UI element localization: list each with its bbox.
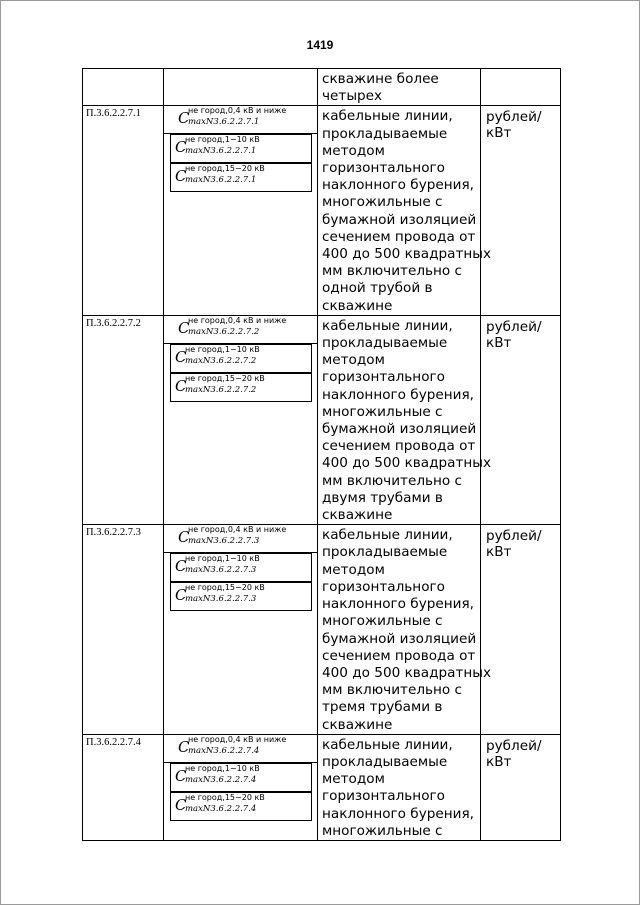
description-line: методом	[322, 561, 385, 578]
formula-subscript: maxN3.6.2.2.7.3	[188, 536, 260, 547]
formula-box	[164, 106, 317, 134]
description-line: кабельные линии,	[322, 317, 453, 334]
unit-label: рублей/кВт	[486, 737, 542, 770]
description-line: бумажной изоляцией	[322, 630, 477, 647]
description-line: горизонтального	[322, 788, 445, 805]
description-line: сечением провода от	[322, 647, 476, 664]
description-line: бумажной изоляцией	[322, 421, 477, 438]
description-line: кабельные линии,	[322, 736, 453, 753]
table-row	[83, 106, 561, 315]
formula-box	[170, 134, 312, 163]
formula-symbol: C	[178, 737, 190, 756]
unit-label: рублей/кВт	[486, 318, 542, 351]
unit-label: рублей/кВт	[486, 109, 542, 142]
description-line: одной трубой в	[322, 280, 433, 297]
code-cell	[83, 69, 164, 106]
description-line: 400 до 500 квадратных	[322, 455, 492, 472]
row-code: П.3.6.2.2.7.2	[86, 317, 141, 329]
table-row	[83, 734, 561, 840]
formula-cell	[164, 525, 318, 734]
formula-superscript: не город,15−20 кВ	[185, 373, 265, 383]
formula-symbol: C	[175, 586, 187, 605]
description-line: прокладываемые	[322, 125, 448, 142]
page-number: 1419	[306, 38, 334, 52]
formula-box	[170, 763, 312, 792]
description-line: кабельные линии,	[322, 108, 453, 125]
formula-subscript: maxN3.6.2.2.7.1	[185, 175, 257, 186]
row-code: П.3.6.2.2.7.3	[86, 527, 141, 539]
formula-subscript: maxN3.6.2.2.7.3	[185, 594, 257, 605]
description-line: скважине более	[322, 71, 439, 87]
description-line: горизонтального	[322, 578, 445, 595]
description-line: мм включительно с	[322, 682, 463, 699]
formula-symbol: C	[178, 109, 190, 128]
description-cell	[318, 315, 492, 524]
description-cell	[318, 734, 481, 840]
tariff-table	[82, 68, 561, 841]
unit-cell	[481, 106, 561, 315]
tariff-formula	[171, 554, 311, 581]
description-line: прокладываемые	[322, 753, 448, 770]
formula-cell	[164, 315, 318, 524]
unit-cell	[481, 525, 561, 734]
description-line: наклонного бурения,	[322, 177, 474, 194]
formula-symbol: C	[175, 766, 187, 785]
code-cell	[83, 734, 164, 840]
formula-cell	[164, 734, 318, 840]
description-line: скважине	[322, 297, 393, 314]
description-line: кабельные линии,	[322, 527, 453, 544]
formula-superscript: не город,15−20 кВ	[185, 583, 265, 593]
formula-superscript: не город,0,4 кВ и ниже	[188, 315, 287, 325]
code-cell	[83, 525, 164, 734]
tariff-formula	[171, 135, 311, 162]
formula-subscript: maxN3.6.2.2.7.1	[188, 117, 260, 128]
description-cell	[318, 525, 492, 734]
formula-subscript: maxN3.6.2.2.7.4	[185, 803, 257, 814]
formula-superscript: не город,15−20 кВ	[185, 164, 265, 174]
formula-box	[164, 735, 317, 763]
unit-cell	[481, 734, 561, 840]
tariff-formula	[171, 164, 311, 191]
description-line: методом	[322, 142, 385, 159]
formula-subscript: maxN3.6.2.2.7.2	[185, 355, 257, 366]
formula-box	[170, 163, 312, 192]
description-line: мм включительно с	[322, 263, 463, 280]
formula-superscript: не город,0,4 кВ и ниже	[188, 734, 287, 744]
description-line: наклонного бурения,	[322, 596, 474, 613]
formula-symbol: C	[175, 347, 187, 366]
description-line: четырех	[322, 88, 383, 105]
formula-superscript: не город,1−10 кВ	[185, 763, 260, 773]
formula-symbol: C	[175, 167, 187, 186]
tariff-formula	[171, 793, 311, 820]
description-line: прокладываемые	[322, 544, 448, 561]
code-cell	[83, 315, 164, 524]
description-line: двумя трубами в	[322, 489, 443, 506]
unit-label: рублей/кВт	[486, 528, 542, 561]
description-line: скважине	[322, 716, 393, 733]
formula-box	[170, 582, 312, 611]
table-row	[83, 315, 561, 524]
tariff-formula	[164, 525, 317, 552]
formula-symbol: C	[175, 376, 187, 395]
row-code: П.3.6.2.2.7.1	[86, 108, 141, 120]
formula-box	[170, 553, 312, 582]
formula-superscript: не город,1−10 кВ	[185, 554, 260, 564]
formula-symbol: C	[175, 557, 187, 576]
description-line: прокладываемые	[322, 335, 448, 352]
tariff-formula	[171, 374, 311, 401]
formula-subscript: maxN3.6.2.2.7.3	[185, 565, 257, 576]
tariff-formula	[171, 764, 311, 791]
formula-subscript: maxN3.6.2.2.7.2	[185, 384, 257, 395]
formula-superscript: не город,0,4 кВ и ниже	[188, 525, 287, 535]
tariff-formula	[164, 735, 317, 762]
unit-cell	[481, 315, 561, 524]
description-line: многожильные с	[322, 194, 443, 211]
code-cell	[83, 106, 164, 315]
formula-box	[164, 316, 317, 344]
description-line: сечением провода от	[322, 228, 476, 245]
description-line: многожильные с	[322, 822, 443, 839]
formula-box	[170, 373, 312, 402]
formula-subscript: maxN3.6.2.2.7.2	[188, 326, 260, 337]
description-line: горизонтального	[322, 369, 445, 386]
description-cell	[318, 106, 492, 315]
formula-superscript: не город,15−20 кВ	[185, 792, 265, 802]
formula-superscript: не город,1−10 кВ	[185, 135, 260, 145]
description-line: многожильные с	[322, 403, 443, 420]
formula-symbol: C	[178, 318, 190, 337]
formula-subscript: maxN3.6.2.2.7.1	[185, 146, 257, 157]
description-line: 400 до 500 квадратных	[322, 246, 492, 263]
formula-cell	[164, 69, 318, 106]
continuation-row	[83, 69, 561, 106]
description-line: мм включительно с	[322, 472, 463, 489]
formula-subscript: maxN3.6.2.2.7.4	[185, 774, 257, 785]
description-line: наклонного бурения,	[322, 805, 474, 822]
tariff-formula	[171, 345, 311, 372]
formula-superscript: не город,1−10 кВ	[185, 344, 260, 354]
description-line: горизонтального	[322, 160, 445, 177]
row-code: П.3.6.2.2.7.4	[86, 736, 141, 748]
tariff-formula	[164, 106, 317, 133]
description-line: сечением провода от	[322, 438, 476, 455]
tariff-formula	[164, 316, 317, 343]
formula-superscript: не город,0,4 кВ и ниже	[188, 106, 287, 116]
formula-symbol: C	[175, 795, 187, 814]
formula-subscript: maxN3.6.2.2.7.4	[188, 745, 260, 756]
description-line: многожильные с	[322, 613, 443, 630]
formula-symbol: C	[175, 138, 187, 157]
tariff-formula	[171, 583, 311, 610]
description-line: бумажной изоляцией	[322, 211, 477, 228]
description-line: тремя трубами в	[322, 699, 443, 716]
description-line: методом	[322, 771, 385, 788]
description-line: скважине	[322, 507, 393, 524]
formula-symbol: C	[178, 528, 190, 547]
formula-box	[170, 792, 312, 821]
description-line: наклонного бурения,	[322, 386, 474, 403]
description-line: методом	[322, 352, 385, 369]
table-row	[83, 525, 561, 734]
description-line: 400 до 500 квадратных	[322, 664, 492, 681]
unit-cell	[481, 69, 561, 106]
formula-box	[170, 344, 312, 373]
formula-box	[164, 525, 317, 553]
description-cell	[318, 69, 481, 106]
formula-cell	[164, 106, 318, 315]
